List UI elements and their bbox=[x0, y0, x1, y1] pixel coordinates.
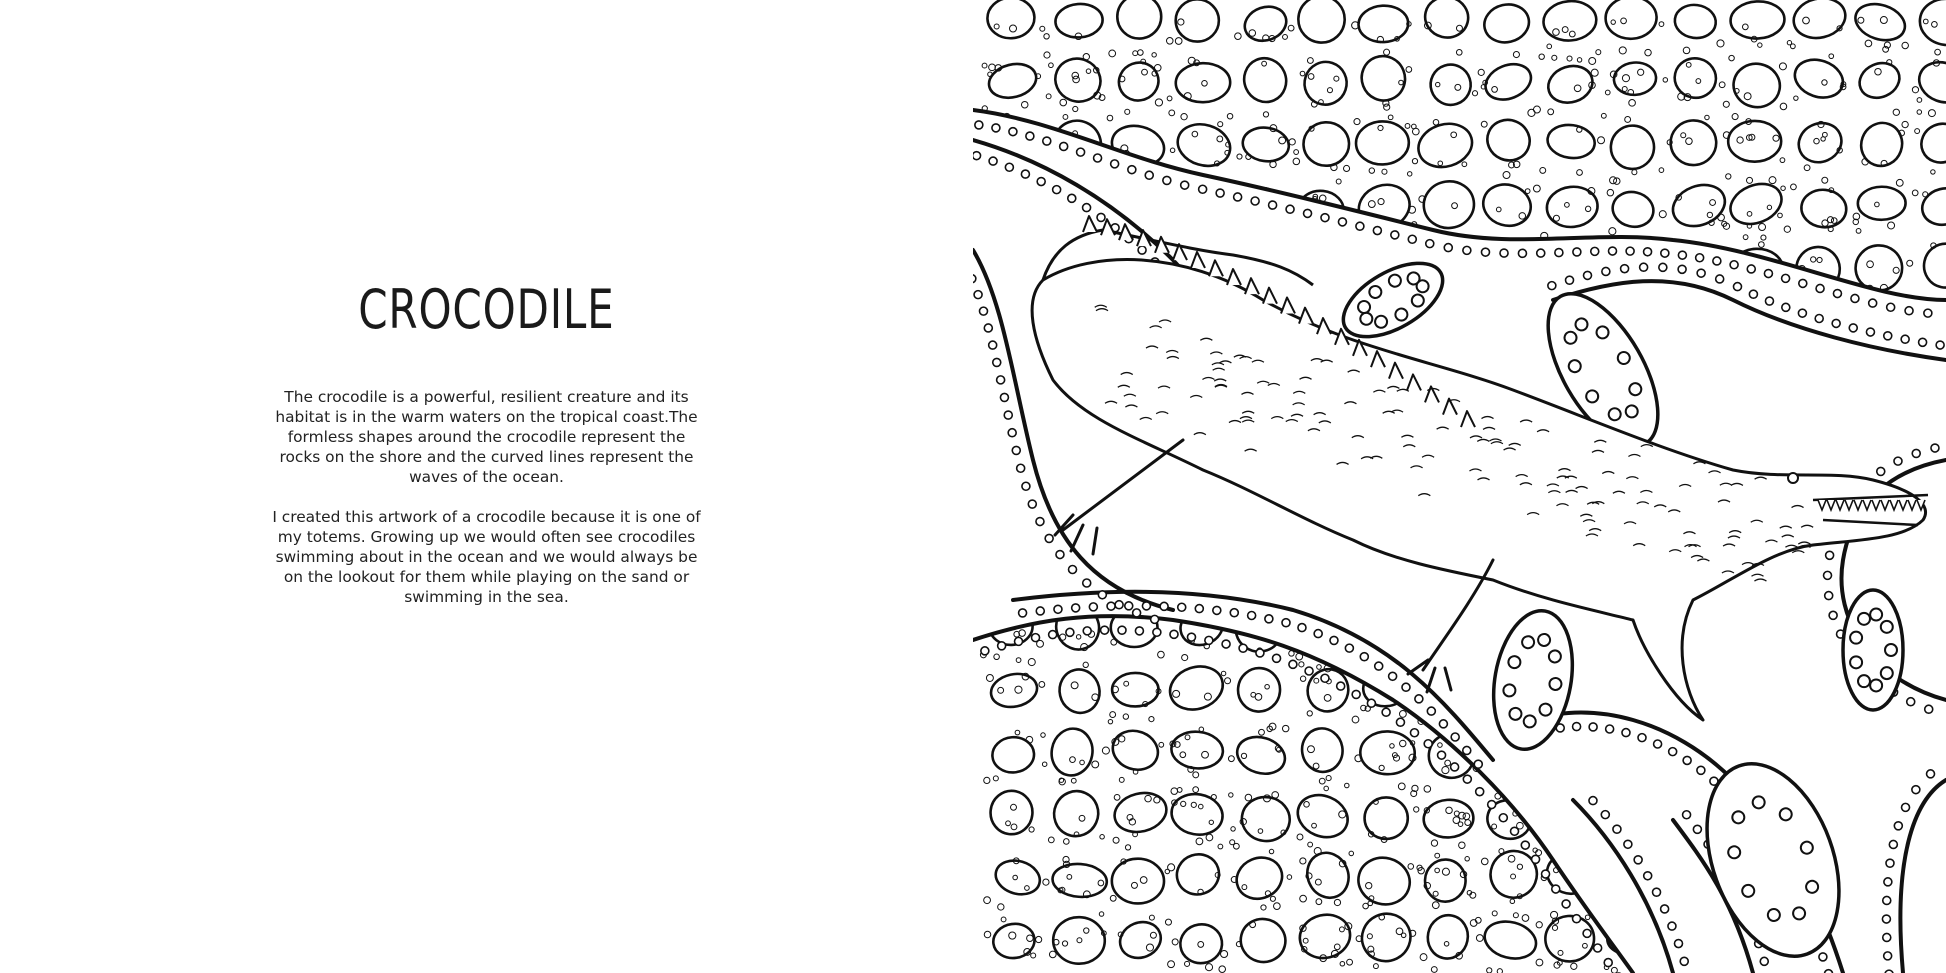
dot-mark bbox=[1591, 247, 1599, 255]
crocodile-illustration bbox=[973, 0, 1946, 973]
dot-mark bbox=[1825, 592, 1833, 600]
dot-mark bbox=[1230, 609, 1238, 617]
dot-mark bbox=[1251, 197, 1259, 205]
dot-mark bbox=[1145, 171, 1153, 179]
dot-mark bbox=[1638, 734, 1646, 742]
dot-mark bbox=[1083, 579, 1091, 587]
dot-mark bbox=[1886, 859, 1894, 867]
rock-shape bbox=[1360, 731, 1416, 775]
dot-mark bbox=[1389, 672, 1397, 680]
dot-mark bbox=[1653, 888, 1661, 896]
dot-mark bbox=[1115, 601, 1123, 609]
dot-mark bbox=[1589, 797, 1597, 805]
dot-mark bbox=[1298, 624, 1306, 632]
dot-mark bbox=[1589, 723, 1597, 731]
dot-mark bbox=[1304, 209, 1312, 217]
dot-mark bbox=[1925, 705, 1933, 713]
dot-mark bbox=[974, 291, 982, 299]
dot-mark bbox=[1032, 634, 1040, 642]
dot-mark bbox=[1584, 271, 1592, 279]
dot-mark bbox=[1613, 825, 1621, 833]
dot-mark bbox=[1181, 181, 1189, 189]
dot-mark bbox=[993, 358, 1001, 366]
dot-mark bbox=[1697, 766, 1705, 774]
dot-mark bbox=[1289, 660, 1297, 668]
dot-mark bbox=[1160, 602, 1168, 610]
dot-mark bbox=[1782, 274, 1790, 282]
dot-mark bbox=[1573, 915, 1581, 923]
dot-mark bbox=[1829, 611, 1837, 619]
dot-oval bbox=[1843, 590, 1903, 710]
dot-mark bbox=[1054, 605, 1062, 613]
dot-mark bbox=[1555, 249, 1563, 257]
dot-mark bbox=[1463, 746, 1471, 754]
dot-mark bbox=[1869, 299, 1877, 307]
dot-mark bbox=[1683, 811, 1691, 819]
dot-mark bbox=[1562, 900, 1570, 908]
dot-mark bbox=[1170, 630, 1178, 638]
dot-mark bbox=[1234, 193, 1242, 201]
dot-mark bbox=[1924, 309, 1932, 317]
dot-mark bbox=[1608, 247, 1616, 255]
dot-mark bbox=[1321, 674, 1329, 682]
dot-mark bbox=[1026, 132, 1034, 140]
rock-shape bbox=[1112, 858, 1165, 903]
dot-mark bbox=[1894, 822, 1902, 830]
dot-mark bbox=[1077, 148, 1085, 156]
dot-mark bbox=[1111, 160, 1119, 168]
rock-shape bbox=[1365, 797, 1408, 839]
dot-mark bbox=[1819, 953, 1827, 961]
dot-mark bbox=[1851, 294, 1859, 302]
dot-mark bbox=[1125, 602, 1133, 610]
dot-mark bbox=[973, 152, 981, 160]
dot-mark bbox=[973, 275, 976, 283]
dot-mark bbox=[1683, 756, 1691, 764]
dot-mark bbox=[1356, 222, 1364, 230]
dot-mark bbox=[1521, 841, 1529, 849]
dot-mark bbox=[1669, 748, 1677, 756]
dot-mark bbox=[1680, 957, 1688, 965]
dot-mark bbox=[1713, 257, 1721, 265]
rock-shape bbox=[1297, 0, 1345, 44]
rock-shape bbox=[1355, 121, 1409, 165]
dot-mark bbox=[1640, 263, 1648, 271]
dot-mark bbox=[1427, 707, 1435, 715]
dot-mark bbox=[1028, 500, 1036, 508]
dot-mark bbox=[1518, 249, 1526, 257]
dot-mark bbox=[998, 642, 1006, 650]
dot-mark bbox=[1696, 254, 1704, 262]
page-title: CROCODILE bbox=[358, 278, 615, 341]
dot-mark bbox=[1884, 878, 1892, 886]
dot-mark bbox=[1901, 335, 1909, 343]
dot-mark bbox=[1056, 551, 1064, 559]
dot-mark bbox=[1644, 248, 1652, 256]
dot-mark bbox=[1195, 605, 1203, 613]
dot-mark bbox=[1931, 444, 1939, 452]
dot-mark bbox=[1451, 763, 1459, 771]
dot-mark bbox=[1269, 201, 1277, 209]
dot-mark bbox=[992, 124, 1000, 132]
rock-shape bbox=[1424, 859, 1466, 903]
dot-mark bbox=[1118, 626, 1126, 634]
dot-mark bbox=[1408, 235, 1416, 243]
description-text bbox=[270, 387, 703, 627]
dot-mark bbox=[1463, 775, 1471, 783]
dot-mark bbox=[1083, 204, 1091, 212]
dot-mark bbox=[1799, 279, 1807, 287]
dot-mark bbox=[1678, 265, 1686, 273]
dot-mark bbox=[1573, 248, 1581, 256]
dot-mark bbox=[1338, 218, 1346, 226]
dot-mark bbox=[1321, 214, 1329, 222]
dot-mark bbox=[1439, 720, 1447, 728]
dot-mark bbox=[1360, 653, 1368, 661]
dot-mark bbox=[1037, 178, 1045, 186]
dot-mark bbox=[1402, 683, 1410, 691]
dot-mark bbox=[1222, 640, 1230, 648]
dot-mark bbox=[1391, 231, 1399, 239]
rock-shape bbox=[1112, 673, 1158, 707]
dot-mark bbox=[981, 647, 989, 655]
rock-shape bbox=[1728, 121, 1782, 162]
dot-mark bbox=[1273, 654, 1281, 662]
dot-mark bbox=[1697, 269, 1705, 277]
dot-mark bbox=[1256, 649, 1264, 657]
dot-mark bbox=[1644, 872, 1652, 880]
dot-mark bbox=[1833, 290, 1841, 298]
dot-mark bbox=[1815, 314, 1823, 322]
dot-mark bbox=[1474, 760, 1482, 768]
rock-shape bbox=[1302, 121, 1350, 167]
dot-mark bbox=[1017, 464, 1025, 472]
dot-mark bbox=[1068, 194, 1076, 202]
dot-mark bbox=[1733, 283, 1741, 291]
dot-mark bbox=[997, 376, 1005, 384]
dot-mark bbox=[1089, 603, 1097, 611]
dot-mark bbox=[984, 324, 992, 332]
dot-mark bbox=[1282, 619, 1290, 627]
dot-mark bbox=[1760, 957, 1768, 965]
dot-mark bbox=[1552, 885, 1560, 893]
dot-mark bbox=[1678, 251, 1686, 259]
dot-mark bbox=[1481, 248, 1489, 256]
dot-mark bbox=[1151, 615, 1159, 623]
dot-mark bbox=[1747, 265, 1755, 273]
dot-mark bbox=[1415, 695, 1423, 703]
dot-mark bbox=[1375, 662, 1383, 670]
dot-mark bbox=[1083, 627, 1091, 635]
dot-mark bbox=[1894, 457, 1902, 465]
dot-mark bbox=[1101, 626, 1109, 634]
dot-mark bbox=[1022, 482, 1030, 490]
dot-mark bbox=[1716, 275, 1724, 283]
dot-mark bbox=[1239, 644, 1247, 652]
dot-mark bbox=[1072, 604, 1080, 612]
dot-mark bbox=[1142, 602, 1150, 610]
dot-mark bbox=[1107, 602, 1115, 610]
dot-mark bbox=[1626, 247, 1634, 255]
dot-mark bbox=[1730, 261, 1738, 269]
dot-mark bbox=[1548, 282, 1556, 290]
dot-mark bbox=[1601, 811, 1609, 819]
dot-mark bbox=[1444, 244, 1452, 252]
dot-mark bbox=[1337, 682, 1345, 690]
dot-mark bbox=[1305, 667, 1313, 675]
dot-mark bbox=[1187, 633, 1195, 641]
rock-shape bbox=[1175, 0, 1219, 42]
dot-mark bbox=[1216, 189, 1224, 197]
rock-shape bbox=[1358, 5, 1409, 44]
dot-mark bbox=[1877, 467, 1885, 475]
dot-mark bbox=[1488, 801, 1496, 809]
dot-mark bbox=[1098, 591, 1106, 599]
crocodile-eye bbox=[1788, 473, 1798, 483]
dot-mark bbox=[1542, 870, 1550, 878]
dot-mark bbox=[1511, 827, 1519, 835]
dot-mark bbox=[1009, 128, 1017, 136]
dot-mark bbox=[1902, 803, 1910, 811]
dot-mark bbox=[989, 157, 997, 165]
dot-mark bbox=[1499, 814, 1507, 822]
dot-mark bbox=[1163, 176, 1171, 184]
dot-mark bbox=[1213, 606, 1221, 614]
dot-mark bbox=[1128, 166, 1136, 174]
dot-mark bbox=[1345, 644, 1353, 652]
dot-mark bbox=[1097, 213, 1105, 221]
dot-mark bbox=[1824, 571, 1832, 579]
dot-mark bbox=[1138, 246, 1146, 254]
dot-mark bbox=[1912, 786, 1920, 794]
dot-mark bbox=[1265, 615, 1273, 623]
dot-mark bbox=[1621, 265, 1629, 273]
dot-mark bbox=[1314, 630, 1322, 638]
dot-mark bbox=[1883, 933, 1891, 941]
dot-mark bbox=[1884, 952, 1892, 960]
dot-mark bbox=[1765, 297, 1773, 305]
dot-mark bbox=[1693, 825, 1701, 833]
dot-mark bbox=[1606, 725, 1614, 733]
dot-mark bbox=[1919, 338, 1927, 346]
paragraph-totem: I created this artwork of a crocodile because it is one of my totems. Growing up we would often see crocodiles swimming about in the ocean and we would always be on the lookout for them while playing on the sand or swimming in the sea. bbox=[272, 508, 701, 606]
dot-mark bbox=[1248, 612, 1256, 620]
dot-mark bbox=[1661, 249, 1669, 257]
dot-mark bbox=[1782, 303, 1790, 311]
dot-mark bbox=[1912, 449, 1920, 457]
dot-mark bbox=[1532, 855, 1540, 863]
rock-shape bbox=[1117, 0, 1161, 39]
dot-mark bbox=[1199, 185, 1207, 193]
dot-mark bbox=[1410, 729, 1418, 737]
coloring-page bbox=[973, 0, 1946, 973]
dot-mark bbox=[1832, 319, 1840, 327]
dot-mark bbox=[1019, 609, 1027, 617]
paragraph-habitat: The crocodile is a powerful, resilient creature and its habitat is in the warm waters on the tropical coast.The formless shapes around the crocodile represent the rocks on the shore and the curved lines represent the waves of the ocean. bbox=[275, 388, 698, 486]
dot-mark bbox=[1352, 690, 1360, 698]
dot-mark bbox=[1661, 905, 1669, 913]
dot-mark bbox=[1764, 270, 1772, 278]
dot-mark bbox=[1537, 249, 1545, 257]
dot-mark bbox=[1634, 856, 1642, 864]
dot-mark bbox=[1659, 263, 1667, 271]
dot-mark bbox=[1178, 603, 1186, 611]
dot-mark bbox=[1602, 267, 1610, 275]
dot-mark bbox=[1133, 609, 1141, 617]
dot-mark bbox=[1424, 740, 1432, 748]
dot-mark bbox=[1066, 628, 1074, 636]
dot-mark bbox=[1674, 940, 1682, 948]
dot-mark bbox=[1927, 770, 1935, 778]
dot-mark bbox=[1500, 249, 1508, 257]
dot-mark bbox=[1049, 631, 1057, 639]
dot-mark bbox=[1583, 929, 1591, 937]
dot-mark bbox=[1000, 393, 1008, 401]
dot-mark bbox=[1798, 309, 1806, 317]
rock-shape bbox=[1175, 62, 1230, 102]
rock-shape bbox=[1052, 916, 1106, 965]
dot-mark bbox=[979, 307, 987, 315]
dot-mark bbox=[1005, 163, 1013, 171]
dot-mark bbox=[1135, 627, 1143, 635]
dot-mark bbox=[1060, 142, 1068, 150]
dot-mark bbox=[1045, 534, 1053, 542]
dot-mark bbox=[1594, 944, 1602, 952]
dot-mark bbox=[1367, 699, 1375, 707]
dot-mark bbox=[1573, 723, 1581, 731]
dot-mark bbox=[1396, 718, 1404, 726]
dot-mark bbox=[1887, 303, 1895, 311]
dot-mark bbox=[1883, 896, 1891, 904]
dot-mark bbox=[1476, 788, 1484, 796]
dot-mark bbox=[1884, 332, 1892, 340]
dot-mark bbox=[1451, 733, 1459, 741]
dot-mark bbox=[1668, 922, 1676, 930]
dot-mark bbox=[1330, 636, 1338, 644]
dot-mark bbox=[1205, 636, 1213, 644]
dot-mark bbox=[975, 121, 983, 129]
dot-mark bbox=[1889, 840, 1897, 848]
dot-mark bbox=[989, 341, 997, 349]
dot-mark bbox=[1624, 840, 1632, 848]
dot-mark bbox=[1036, 518, 1044, 526]
dot-mark bbox=[1566, 276, 1574, 284]
dot-mark bbox=[1882, 915, 1890, 923]
dot-mark bbox=[1849, 324, 1857, 332]
dot-mark bbox=[1286, 205, 1294, 213]
rock-shape bbox=[1858, 186, 1906, 220]
dot-mark bbox=[1426, 240, 1434, 248]
dot-mark bbox=[1043, 137, 1051, 145]
dot-mark bbox=[1069, 566, 1077, 574]
dot-mark bbox=[1907, 698, 1915, 706]
dot-mark bbox=[1654, 740, 1662, 748]
dot-mark bbox=[1622, 729, 1630, 737]
dot-mark bbox=[1008, 429, 1016, 437]
dot-mark bbox=[1382, 708, 1390, 716]
dot-mark bbox=[1816, 284, 1824, 292]
dot-mark bbox=[1153, 628, 1161, 636]
dot-mark bbox=[1036, 607, 1044, 615]
dot-mark bbox=[1438, 751, 1446, 759]
dot-mark bbox=[1012, 446, 1020, 454]
dot-mark bbox=[1749, 290, 1757, 298]
dot-mark bbox=[1905, 307, 1913, 315]
dot-mark bbox=[1094, 154, 1102, 162]
dot-mark bbox=[1826, 551, 1834, 559]
dot-mark bbox=[1463, 246, 1471, 254]
dot-mark bbox=[1021, 170, 1029, 178]
dot-mark bbox=[1004, 411, 1012, 419]
dot-mark bbox=[1936, 341, 1944, 349]
dot-mark bbox=[1015, 637, 1023, 645]
dot-mark bbox=[1866, 328, 1874, 336]
dot-mark bbox=[1604, 959, 1612, 967]
dot-mark bbox=[1373, 227, 1381, 235]
dot-mark bbox=[1053, 186, 1061, 194]
